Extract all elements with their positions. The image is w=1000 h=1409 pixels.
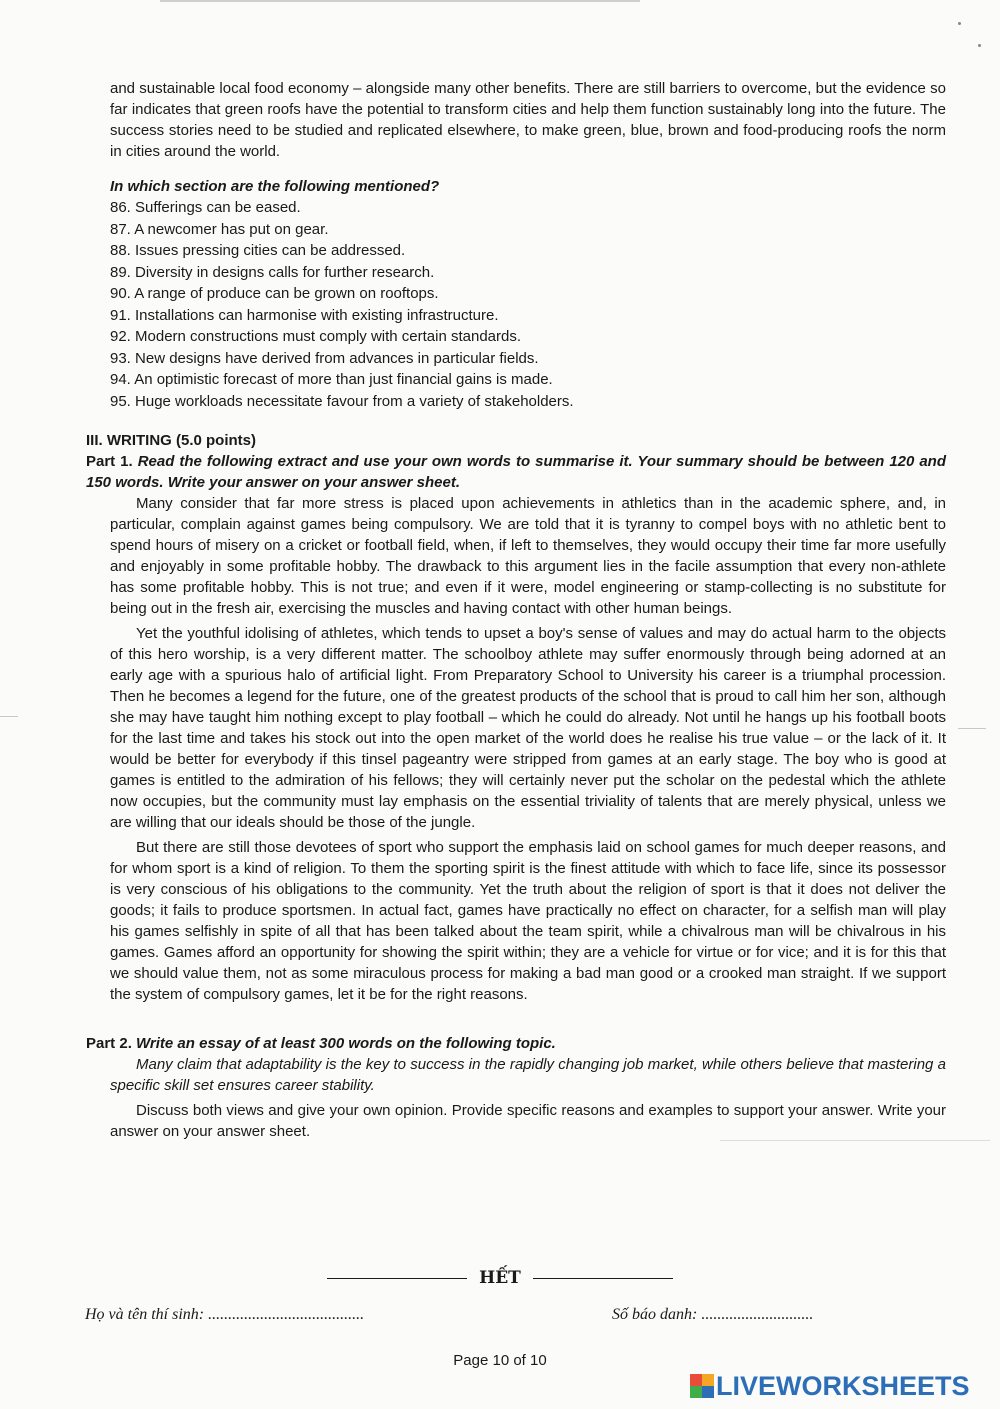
part2-instruction-text: Write an essay of at least 300 words on the following topic. xyxy=(136,1035,556,1052)
part2-label: Part 2. xyxy=(86,1035,132,1052)
part1-instruction-text: Read the following extract and use your own words to summarise it. Your summary should be between 120 and 150 words. Write your answer on your answer sheet. xyxy=(86,453,947,491)
extract-paragraph: Yet the youthful idolising of athletes, which tends to upset a boy's sense of values and may do actual harm to the objects of this hero worship, is a very different matter. The schoolboy athlete may suffer enormously through being adorned at an early age with a spurious halo of artificial light. From Preparatory School to University his career is a triumphal procession. Then he becomes a legend for the future, one of the greatest products of the school that is proud to call him her son, although she may have taught him nothing except to play football – which he could do already. Not until he hangs up his football boots for the last time and takes his stock out into the open market of the world does he realise his true value – or the lack of it. It would be better for everybody if this tinsel pageantry were stripped from games at an early stage. The boy who is good at games is entitled to the admiration of his fellows; they will certainly never put the scholar on the pedestal which the athlete now occupies, but the community must lay emphasis on the essential triviality of talents that are merely physical, unless we are willing that our ideals should be those of the jungle. xyxy=(110,625,946,831)
question-item: 88. Issues pressing cities can be addressed. xyxy=(110,242,406,259)
question-item: 90. A range of produce can be grown on rooftops. xyxy=(110,285,439,302)
part2-instruction xyxy=(86,1033,946,1054)
scan-speck xyxy=(978,44,981,47)
part1-instruction xyxy=(86,451,946,493)
extract-paragraph: But there are still those devotees of sport who support the emphasis laid on school games for much deeper reasons, and for whom sport is a kind of religion. To them the sporting spirit is the finest attitude with which to face life, since its possessor is very conscious of his obligations to the community. Yet the truth about the religion of sport is that it does not deliver the goods; it fails to produce sportsmen. In actual fact, games have practically no effect on character, for a selfish man will play his games selfishly in spite of all that has been talked about the team spirit, while a chivalrous man will be chivalrous in his games. Games afford an opportunity for showing the spirit within; they are a vehicle for virtue or for vice; and it is for this that we should value them, not as some miraculous process for making a bad man good or a crooked man straight. If we support the system of compulsory games, let it be for the right reasons. xyxy=(110,839,946,1003)
essay-topic: Many claim that adaptability is the key to success in the rapidly changing job market, while others believe that mastering a specific skill set ensures career stability. xyxy=(110,1056,946,1094)
logo-tile xyxy=(690,1374,702,1386)
question-item: 93. New designs have derived from advances in particular fields. xyxy=(110,349,539,367)
scan-mark xyxy=(958,728,986,729)
question-item: 92. Modern constructions must comply with certain standards. xyxy=(110,328,522,345)
question-item: 91. Installations can harmonise with existing infrastructure. xyxy=(110,306,499,324)
essay-task: Discuss both views and give your own opinion. Provide specific reasons and examples to support your answer. Write your answer on your answer sheet. xyxy=(110,1102,946,1140)
question-item: 87. A newcomer has put on gear. xyxy=(110,220,329,238)
liveworksheets-logo-icon xyxy=(690,1374,714,1398)
questions-heading: In which section are the following mentioned? xyxy=(110,178,440,195)
page-number: Page 10 of 10 xyxy=(453,1352,547,1369)
question-item: 95. Huge workloads necessitate favour from a variety of stakeholders. xyxy=(110,392,574,410)
candidate-number-field: Số báo danh: ............................ xyxy=(612,1306,814,1323)
extract-paragraph: Many consider that far more stress is placed upon achievements in athletics than in the academic sphere, and, in particular, complain against games being compulsory. We are told that it is tyranny to compel boys with no athletic bent to spend hours of misery on a cricket or football field, when, if left to themselves, they would occupy their time far more usefully and enjoyably in some profitable hobby. The drawback to this argument lies in the facile assumption that every non-athlete has some profitable hobby. This is not true; and even if it were, model engineering or stamp-collecting is no substitute for being out in the fresh air, exercising the muscles and having contact with other human beings. xyxy=(110,495,946,617)
brand-name: LIVEWORKSHEETS xyxy=(716,1370,970,1401)
logo-tile xyxy=(690,1386,702,1398)
candidate-name-field: Họ và tên thí sinh: ....................................... xyxy=(85,1306,365,1323)
scan-mark xyxy=(0,716,18,717)
scan-speck xyxy=(958,22,961,25)
end-rule-left xyxy=(327,1278,467,1279)
main-content xyxy=(86,78,947,1142)
part1-label: Part 1. xyxy=(86,453,133,470)
logo-tile xyxy=(702,1374,714,1386)
logo-tile xyxy=(702,1386,714,1398)
end-mark-text: HẾT xyxy=(479,1268,521,1288)
intro-paragraph: and sustainable local food economy – alongside many other benefits. There are still barriers to overcome, but the evidence so far indicates that green roofs have the potential to transform cities and help them function sustainably long into the future. The success stories need to be studied and replicated elsewhere, to make green, blue, brown and food-producing roofs the norm in cities around the world. xyxy=(110,80,946,160)
question-item: 94. An optimistic forecast of more than just financial gains is made. xyxy=(110,371,553,388)
question-item: 86. Sufferings can be eased. xyxy=(110,199,301,216)
brand-watermark xyxy=(690,1371,970,1401)
end-mark xyxy=(0,1268,1000,1288)
question-list xyxy=(110,197,946,412)
writing-heading: III. WRITING (5.0 points) xyxy=(86,432,256,449)
scan-edge-line xyxy=(160,0,640,2)
end-rule-right xyxy=(533,1278,673,1279)
question-item: 89. Diversity in designs calls for further research. xyxy=(110,263,435,281)
